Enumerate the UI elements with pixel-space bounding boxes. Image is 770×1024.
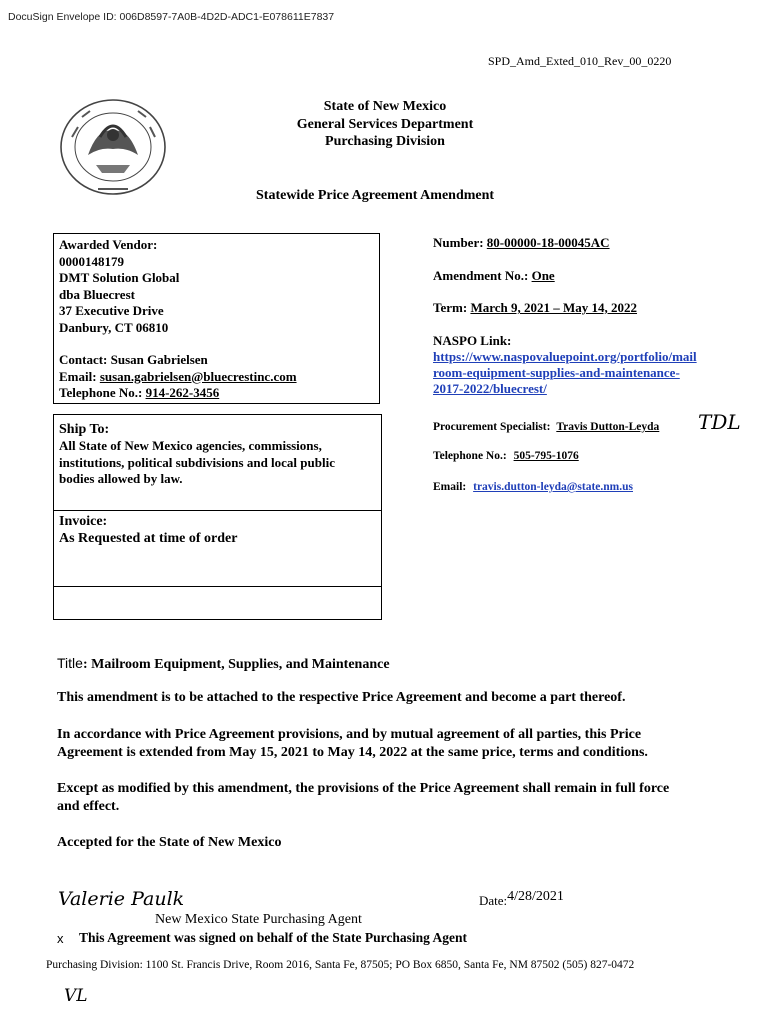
naspo-link-line1[interactable]: https://www.naspovaluepoint.org/portfolio/mail (433, 349, 697, 364)
ship-to-line2: institutions, political subdivisions and local public (59, 454, 335, 470)
footer-initials: VL (64, 986, 88, 1006)
vendor-email-row (59, 369, 297, 386)
vendor-email-label: Email: (59, 368, 97, 384)
vendor-name: DMT Solution Global (59, 270, 180, 285)
header-state: State of New Mexico (323, 99, 447, 114)
agreement-number-row (433, 235, 610, 252)
vendor-id: 0000148179 (59, 253, 124, 269)
agent-signature: Valerie Paulk (58, 888, 185, 910)
vendor-email-link[interactable]: susan.gabrielsen@bluecrestinc.com (99, 368, 297, 384)
signed-on-behalf-note: This Agreement was signed on behalf of the State Purchasing Agent (79, 930, 468, 945)
vendor-city: Danbury, CT 06810 (59, 319, 169, 335)
specialist-phone-row (433, 450, 579, 462)
title-row (57, 655, 390, 673)
term-value: March 9, 2021 – May 14, 2022 (470, 300, 638, 315)
body-paragraph-3-line2: and effect. (57, 799, 120, 814)
envelope-id: DocuSign Envelope ID: 006D8597-7A0B-4D2D-ADC1-E078611E7837 (8, 11, 335, 23)
naspo-link-line2[interactable]: room-equipment-supplies-and-maintenance- (433, 365, 680, 380)
invoice-label: Invoice: (59, 514, 108, 529)
body-paragraph-4: Accepted for the State of New Mexico (57, 835, 282, 850)
vendor-phone-row (59, 385, 297, 402)
header-department: General Services Department (296, 117, 474, 132)
amendment-number-row (433, 268, 555, 285)
x-mark: x (57, 931, 64, 946)
agreement-number: 80-00000-18-00045AC (486, 235, 610, 250)
date-label: Date: (479, 893, 508, 908)
procurement-specialist-row (433, 421, 659, 433)
specialist-phone: 505-795-1076 (513, 450, 579, 462)
agreement-number-label: Number: (433, 235, 484, 250)
date-value: 4/28/2021 (507, 889, 564, 904)
state-seal-icon (58, 97, 168, 197)
specialist-email-label: Email: (433, 481, 467, 493)
vendor-street: 37 Executive Drive (59, 303, 164, 318)
amendment-number: One (531, 268, 555, 283)
title-label: Title (57, 655, 83, 671)
term-label: Term: (433, 300, 468, 315)
ship-to-line3: bodies allowed by law. (59, 471, 183, 486)
specialist-phone-label: Telephone No.: (433, 450, 507, 462)
header-division: Purchasing Division (325, 134, 445, 149)
title-value: : Mailroom Equipment, Supplies, and Maintenance (82, 657, 390, 672)
body-paragraph-2-line1: In accordance with Price Agreement provisions, and by mutual agreement of all parties, this Price (57, 727, 642, 742)
ship-to-line1: All State of New Mexico agencies, commissions, (59, 438, 322, 453)
amendment-label: Amendment No.: (433, 268, 529, 283)
naspo-link-line3[interactable]: 2017-2022/bluecrest/ (433, 381, 547, 396)
footer-address: Purchasing Division: 1100 St. Francis Drive, Room 2016, Santa Fe, 87505; PO Box 6850, Santa Fe, NM 87502 (505) 827-0472 (46, 959, 635, 971)
vendor-label: Awarded Vendor: (59, 237, 158, 252)
ship-to-label: Ship To: (59, 422, 110, 437)
vendor-contact: Contact: Susan Gabrielsen (59, 352, 208, 367)
date-row (479, 889, 564, 910)
invoice-value: As Requested at time of order (59, 531, 238, 546)
specialist-email-link[interactable]: travis.dutton-leyda@state.nm.us (473, 481, 633, 493)
naspo-label: NASPO Link: (433, 333, 512, 348)
vendor-dba: dba Bluecrest (59, 286, 135, 302)
vendor-box (53, 233, 380, 404)
specialist-initials-signature: TDL (698, 410, 741, 434)
term-row (433, 300, 637, 317)
specialist-name: Travis Dutton-Leyda (556, 421, 660, 433)
specialist-email-row (433, 481, 633, 493)
vendor-phone-label: Telephone No.: (59, 385, 143, 400)
ship-invoice-box (53, 414, 382, 620)
body-paragraph-1: This amendment is to be attached to the respective Price Agreement and become a part thereof. (57, 690, 626, 705)
body-paragraph-3-line1: Except as modified by this amendment, the provisions of the Price Agreement shall remain in full force (57, 781, 670, 796)
document-title: Statewide Price Agreement Amendment (256, 188, 495, 203)
document-code: SPD_Amd_Exted_010_Rev_00_0220 (488, 54, 672, 68)
agent-role: New Mexico State Purchasing Agent (155, 912, 362, 927)
specialist-label: Procurement Specialist: (433, 421, 551, 433)
body-paragraph-2-line2: Agreement is extended from May 15, 2021 to May 14, 2022 at the same price, terms and conditions. (57, 745, 648, 760)
vendor-phone: 914-262-3456 (145, 385, 220, 400)
